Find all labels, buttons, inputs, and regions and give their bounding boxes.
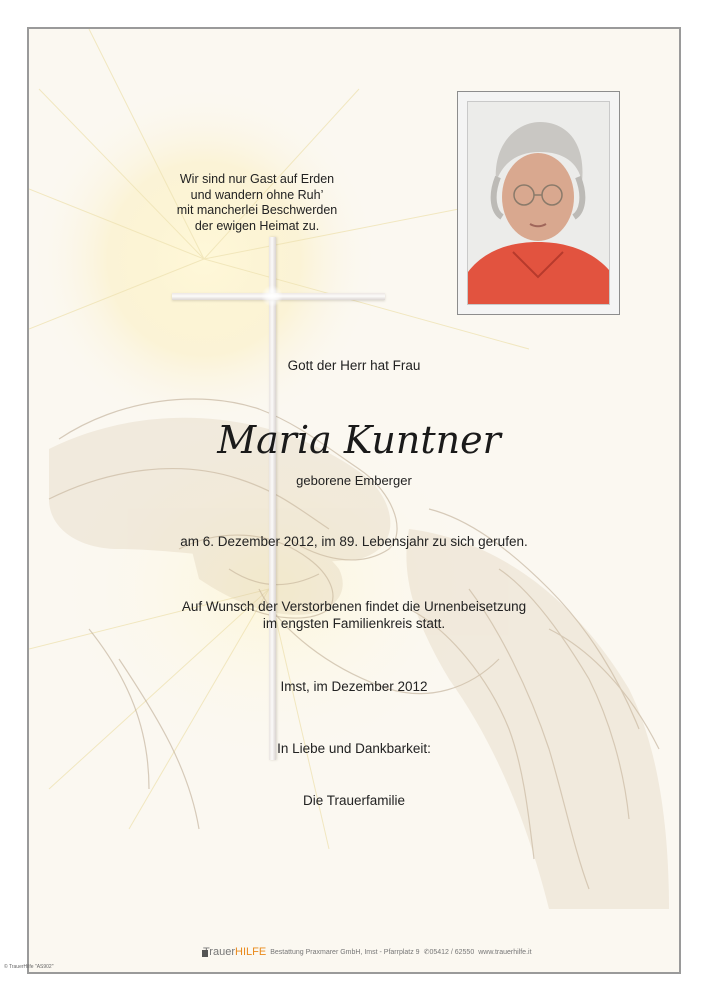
company-address: Bestattung Praxmarer GmbH, Imst - Pfarrplatz 9 [270,948,420,956]
copyright-note: © TrauerHilfe "AS902" [4,964,54,970]
burial-notice [149,598,559,632]
thanks-line: In Liebe und Dankbarkeit: [277,741,431,756]
cross-highlight [261,285,283,307]
place-date: Imst, im Dezember 2012 [280,679,428,694]
family-signature: Die Trauerfamilie [302,793,406,808]
poem-line: und wandern ohne Ruh’ [190,187,324,202]
burial-notice-line: Auf Wunsch der Verstorbenen findet die Urnenbeisetzung [181,599,527,614]
poem-line: mit mancherlei Beschwerden [176,203,338,217]
portrait-photo [467,101,610,305]
burial-notice-line: im engsten Familienkreis statt. [262,616,446,631]
obituary-card [27,27,681,974]
poem-line: der ewigen Heimat zu. [194,218,320,233]
poem [157,172,357,234]
maiden-name: geborene Emberger [296,473,412,488]
deceased-name: Maria Kuntner [217,418,501,462]
brand-part2: HILFE [235,946,267,958]
intro-text: Gott der Herr hat Frau [287,358,421,373]
portrait-frame [457,91,620,315]
brand-name [203,946,266,958]
website-link: www.trauerhilfe.it [478,948,532,956]
phone-number: ✆05412 / 62550 [423,949,475,956]
footer [199,945,532,959]
brand-part1: Trauer [203,946,235,958]
poem-line: Wir sind nur Gast auf Erden [179,172,335,186]
death-date-line: am 6. Dezember 2012, im 89. Lebensjahr zu sich gerufen. [180,534,528,549]
